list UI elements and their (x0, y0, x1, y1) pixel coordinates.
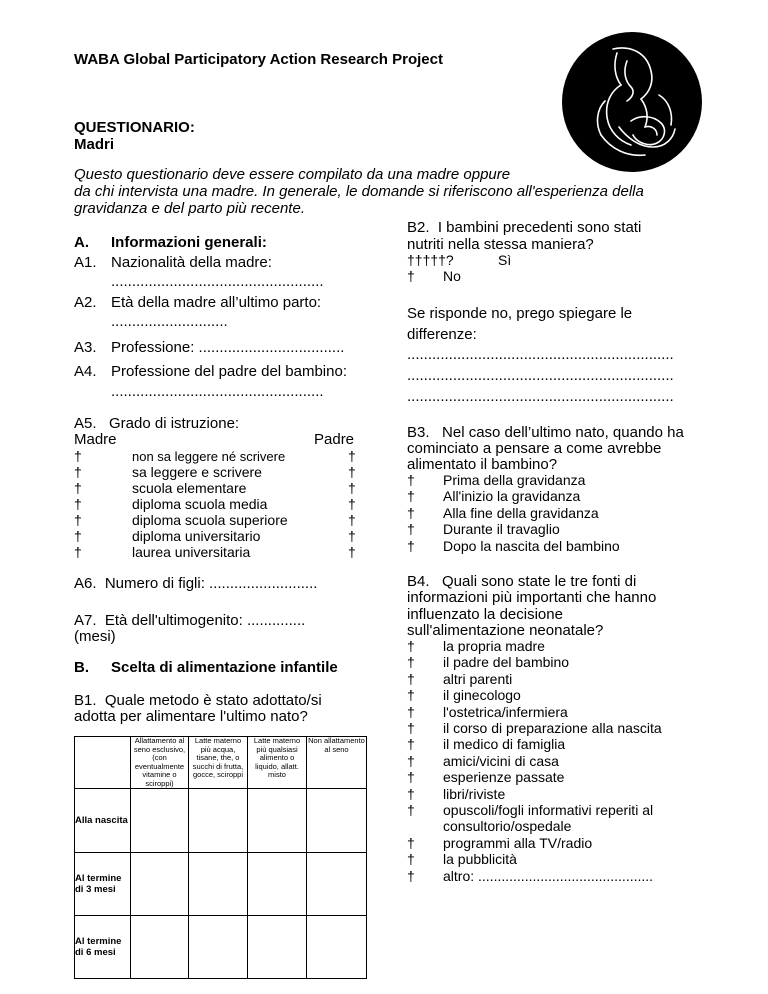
a2-label: Età della madre all’ultimo parto: (111, 294, 322, 311)
b2-answer-line[interactable]: ................................................................ (407, 367, 674, 384)
a6-label[interactable]: A6. Numero di figli: .......................... (74, 575, 318, 592)
checkbox-padre[interactable]: † (348, 528, 356, 544)
checkbox[interactable]: † (407, 472, 415, 488)
checkbox[interactable]: † (407, 537, 415, 554)
a5-option-label: scuola elementare (132, 480, 247, 496)
checkbox-padre[interactable]: † (348, 448, 356, 464)
b3-question-line-3: alimentato il bambino? (407, 456, 558, 473)
checkbox[interactable]: † (407, 785, 415, 802)
b4-option-label: opuscoli/fogli informativi reperiti al (443, 802, 654, 818)
b4-option-label: la propria madre (443, 638, 545, 654)
table-answer-cell[interactable] (131, 916, 189, 979)
a4-label: Professione del padre del bambino: (111, 363, 347, 380)
b4-option-continuation (407, 818, 717, 835)
a5-option-label: diploma universitario (132, 528, 261, 544)
b3-option[interactable] (407, 488, 707, 505)
table-column-header: Allattamento al seno esclusivo, (con eventualmente vitamine o sciroppi) (131, 737, 189, 789)
b2-question-line-1: B2. I bambini precedenti sono stati (407, 219, 642, 236)
table-answer-cell[interactable] (248, 789, 307, 853)
checkbox-padre[interactable]: † (348, 512, 356, 528)
b3-question-line-1: B3. Nel caso dell’ultimo nato, quando ha (407, 424, 684, 441)
b4-question-line-4: sull'alimentazione neonatale? (407, 622, 604, 639)
b2-explain-line-1: Se risponde no, prego spiegare le (407, 305, 633, 322)
checkbox-madre[interactable]: † (74, 512, 82, 528)
checkbox[interactable]: † (407, 752, 415, 769)
checkbox[interactable]: † (407, 736, 415, 753)
a1-fill[interactable]: ................................................... (111, 273, 324, 290)
project-title: WABA Global Participatory Action Research Project (74, 51, 443, 68)
table-corner-cell (75, 737, 131, 789)
b4-option-label: programmi alla TV/radio (443, 834, 593, 851)
checkbox[interactable]: † (407, 654, 415, 671)
a7-unit: (mesi) (74, 628, 116, 645)
b4-option-label: amici/vicini di casa (443, 752, 559, 769)
table-row-header: Al termine di 3 mesi (75, 853, 131, 916)
checkbox[interactable]: † (407, 703, 415, 720)
b4-option[interactable] (407, 687, 717, 704)
a2-number: A2. (74, 294, 97, 311)
checkbox[interactable]: † (407, 867, 415, 884)
b4-option[interactable] (407, 835, 717, 852)
table-answer-cell[interactable] (131, 853, 189, 916)
b4-option[interactable] (407, 868, 717, 885)
b3-option[interactable] (407, 538, 707, 555)
b3-option[interactable] (407, 472, 707, 489)
questionnaire-label: QUESTIONARIO: (74, 119, 195, 136)
b4-option[interactable] (407, 753, 717, 770)
b4-option-label: il padre del bambino (443, 654, 570, 671)
b2-no-label: No (443, 268, 461, 284)
table-row-header: Al termine di 6 mesi (75, 916, 131, 979)
b4-option-label: consultorio/ospedale (443, 818, 572, 835)
table-answer-cell[interactable] (248, 916, 307, 979)
b3-option-label: Alla fine della gravidanza (443, 504, 599, 521)
b3-option-label: Durante il travaglio (443, 521, 560, 538)
a4-number: A4. (74, 363, 97, 380)
table-column-header: Latte materno più qualsiasi alimento o liquido, allatt. misto (248, 737, 307, 789)
table-answer-cell[interactable] (189, 916, 248, 979)
a2-fill[interactable]: ............................ (111, 313, 228, 330)
checkbox[interactable]: † (407, 670, 415, 687)
a5-option-row (74, 448, 364, 465)
checkbox[interactable]: † (407, 488, 415, 505)
b2-answer-line[interactable]: ................................................................ (407, 388, 674, 405)
checkbox-madre[interactable]: † (74, 496, 82, 512)
a5-option-row (74, 512, 364, 529)
b2-question-line-2: nutriti nella stessa maniera? (407, 236, 594, 253)
table-answer-cell[interactable] (189, 853, 248, 916)
b4-option-label: altri parenti (443, 670, 513, 687)
checkbox-madre[interactable]: † (74, 464, 82, 480)
b4-question-line-1: B4. Quali sono state le tre fonti di (407, 573, 637, 590)
section-a-title: Informazioni generali: (111, 234, 267, 251)
breastfeeding-logo (561, 31, 703, 173)
a1-number: A1. (74, 254, 97, 271)
b3-option-label: Dopo la nascita del bambino (443, 537, 620, 554)
checkbox[interactable]: † (407, 769, 415, 786)
a5-options (74, 448, 364, 568)
checkbox-madre[interactable]: † (74, 544, 82, 560)
section-b-number: B. (74, 659, 89, 676)
table-row-header: Alla nascita (75, 789, 131, 853)
table-column-header: Latte materno più acqua, tisane, the, o succhi di frutta, gocce, sciroppi (189, 737, 248, 789)
b4-option[interactable] (407, 654, 717, 671)
b4-option[interactable] (407, 786, 717, 803)
a5-label: A5. Grado di istruzione: (74, 415, 240, 432)
checkbox[interactable]: † (407, 687, 415, 704)
a5-option-row (74, 464, 364, 481)
b1-question-line-2: adotta per alimentare l'ultimo nato? (74, 708, 308, 725)
intro-line-3: gravidanza e del parto più recente. (74, 200, 305, 217)
a3-number: A3. (74, 339, 97, 356)
a5-option-row (74, 480, 364, 497)
b3-option-label: Prima della gravidanza (443, 472, 586, 488)
table-answer-cell[interactable] (131, 789, 189, 853)
checkbox-madre[interactable]: † (74, 480, 82, 496)
b4-option-label: il medico di famiglia (443, 736, 566, 753)
checkbox[interactable]: † (407, 504, 415, 521)
a3-label[interactable]: Professione: ................................... (111, 339, 345, 356)
a5-option-row (74, 544, 364, 561)
b4-option[interactable] (407, 704, 717, 721)
b4-option-label: libri/riviste (443, 785, 506, 802)
checkbox[interactable]: † (407, 521, 415, 538)
b4-options (407, 638, 717, 888)
b4-option-label: esperienze passate (443, 769, 565, 786)
table-column-header: Non allattamento al seno (307, 737, 367, 789)
a5-option-row (74, 528, 364, 545)
b2-yes-checkbox[interactable]: †††††? (407, 252, 454, 268)
checkbox[interactable]: † (407, 851, 415, 868)
b4-option[interactable] (407, 769, 717, 786)
b4-option[interactable] (407, 851, 717, 868)
a5-column-padre: Padre (314, 431, 355, 448)
questionnaire-subject: Madri (74, 136, 115, 153)
b4-option-label: il ginecologo (443, 687, 521, 704)
b4-option[interactable] (407, 638, 717, 655)
table-answer-cell[interactable] (307, 789, 367, 853)
checkbox[interactable]: † (407, 834, 415, 851)
checkbox-padre[interactable]: † (348, 464, 356, 480)
b4-question-line-2: informazioni più importanti che hanno (407, 589, 657, 606)
intro-line-1: Questo questionario deve essere compilato da una madre oppure (74, 166, 511, 183)
section-a-number: A. (74, 234, 89, 251)
b4-option-label: altro: ............................................. (443, 867, 654, 884)
a5-option-label: diploma scuola media (132, 496, 268, 512)
a7-label[interactable]: A7. Età dell'ultimogenito: .............. (74, 612, 306, 629)
b3-option[interactable] (407, 505, 707, 522)
checkbox[interactable]: † (407, 802, 415, 818)
section-b-title: Scelta di alimentazione infantile (111, 659, 338, 676)
b4-option-label: il corso di preparazione alla nascita (443, 720, 662, 736)
a5-option-label: diploma scuola superiore (132, 512, 288, 528)
b4-question-line-3: influenzato la decisione (407, 606, 563, 623)
b4-option[interactable] (407, 736, 717, 753)
checkbox-madre[interactable]: † (74, 528, 82, 544)
a5-option-row (74, 496, 364, 513)
a5-option-label: sa leggere e scrivere (132, 464, 262, 480)
b3-options (407, 472, 707, 558)
b2-answer-line[interactable]: ................................................................ (407, 346, 674, 363)
intro-line-2: da chi intervista una madre. In generale, le domande si riferiscono all'esperienza della (74, 183, 644, 200)
b2-explain-line-2: differenze: (407, 326, 477, 343)
a5-option-label: non sa leggere né scrivere (132, 449, 286, 464)
checkbox[interactable]: † (407, 638, 415, 654)
checkbox[interactable]: † (407, 720, 415, 736)
checkbox-padre[interactable]: † (348, 480, 356, 496)
table-answer-cell[interactable] (189, 789, 248, 853)
a5-option-label: laurea universitaria (132, 544, 251, 560)
b4-option-label: la pubblicità (443, 851, 517, 868)
b2-yes-label: Sì (498, 252, 512, 268)
feeding-method-table (74, 736, 367, 979)
checkbox-padre[interactable]: † (348, 496, 356, 512)
table-answer-cell[interactable] (248, 853, 307, 916)
checkbox-madre[interactable]: † (74, 448, 82, 464)
b3-option-label: All'inizio la gravidanza (443, 488, 581, 505)
b3-option[interactable] (407, 521, 707, 538)
b4-option[interactable] (407, 802, 717, 819)
b4-option-label: l'ostetrica/infermiera (443, 703, 568, 720)
b4-option[interactable] (407, 671, 717, 688)
b4-option[interactable] (407, 720, 717, 737)
table-answer-cell[interactable] (307, 853, 367, 916)
checkbox-padre[interactable]: † (348, 544, 356, 560)
b2-no-checkbox[interactable]: † (407, 268, 415, 284)
b1-question-line-1: B1. Quale metodo è stato adottato/si (74, 692, 322, 709)
table-answer-cell[interactable] (307, 916, 367, 979)
a5-column-madre: Madre (74, 431, 117, 448)
a4-fill[interactable]: ................................................... (111, 383, 324, 400)
b3-question-line-2: cominciato a pensare a come avrebbe (407, 440, 662, 457)
a1-label: Nazionalità della madre: (111, 254, 272, 271)
